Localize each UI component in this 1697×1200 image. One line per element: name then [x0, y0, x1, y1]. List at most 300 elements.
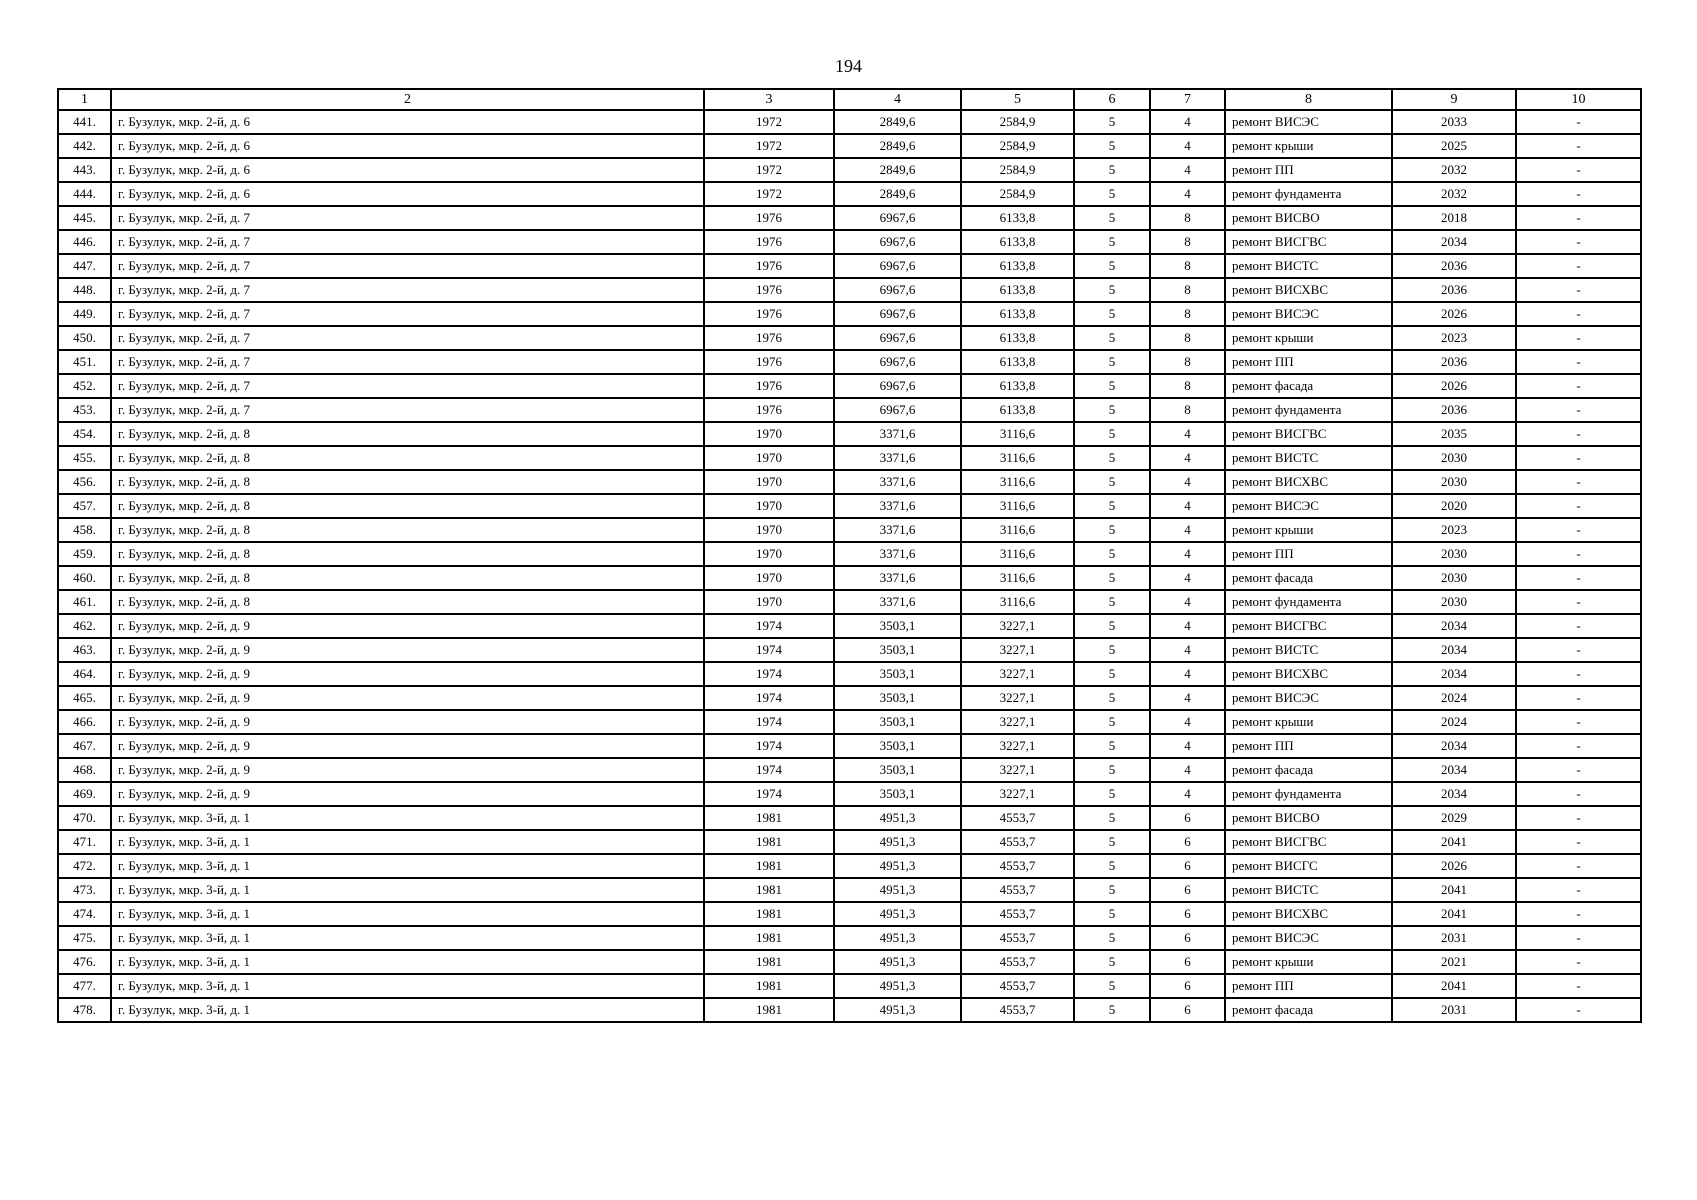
planned-year-cell: 2018 — [1392, 206, 1516, 230]
row-number-cell: 478. — [58, 998, 111, 1022]
work-type-cell: ремонт ПП — [1225, 974, 1392, 998]
note-cell: - — [1516, 350, 1641, 374]
year-cell: 1974 — [704, 782, 834, 806]
row-number-cell: 455. — [58, 446, 111, 470]
year-cell: 1972 — [704, 134, 834, 158]
total-area-cell: 4951,3 — [834, 974, 961, 998]
floors-cell: 5 — [1074, 566, 1150, 590]
planned-year-cell: 2034 — [1392, 638, 1516, 662]
floors-cell: 5 — [1074, 998, 1150, 1022]
floors-cell: 5 — [1074, 230, 1150, 254]
year-cell: 1981 — [704, 878, 834, 902]
entrances-cell: 8 — [1150, 350, 1225, 374]
work-type-cell: ремонт фасада — [1225, 374, 1392, 398]
living-area-cell: 3116,6 — [961, 494, 1074, 518]
address-cell: г. Бузулук, мкр. 2-й, д. 9 — [111, 758, 704, 782]
living-area-cell: 3116,6 — [961, 422, 1074, 446]
table-row — [58, 446, 1641, 470]
total-area-cell: 4951,3 — [834, 950, 961, 974]
planned-year-cell: 2023 — [1392, 518, 1516, 542]
table-row — [58, 110, 1641, 134]
note-cell: - — [1516, 686, 1641, 710]
address-cell: г. Бузулук, мкр. 3-й, д. 1 — [111, 854, 704, 878]
floors-cell: 5 — [1074, 542, 1150, 566]
table-row — [58, 566, 1641, 590]
year-cell: 1970 — [704, 590, 834, 614]
table-row — [58, 878, 1641, 902]
total-area-cell: 3503,1 — [834, 686, 961, 710]
column-header: 3 — [704, 89, 834, 110]
planned-year-cell: 2030 — [1392, 446, 1516, 470]
entrances-cell: 8 — [1150, 230, 1225, 254]
row-number-cell: 464. — [58, 662, 111, 686]
floors-cell: 5 — [1074, 782, 1150, 806]
living-area-cell: 3116,6 — [961, 590, 1074, 614]
work-type-cell: ремонт ВИСХВС — [1225, 902, 1392, 926]
entrances-cell: 6 — [1150, 950, 1225, 974]
total-area-cell: 6967,6 — [834, 278, 961, 302]
note-cell: - — [1516, 518, 1641, 542]
planned-year-cell: 2025 — [1392, 134, 1516, 158]
year-cell: 1981 — [704, 854, 834, 878]
address-cell: г. Бузулук, мкр. 2-й, д. 9 — [111, 710, 704, 734]
entrances-cell: 6 — [1150, 902, 1225, 926]
floors-cell: 5 — [1074, 182, 1150, 206]
total-area-cell: 4951,3 — [834, 902, 961, 926]
total-area-cell: 3371,6 — [834, 518, 961, 542]
planned-year-cell: 2034 — [1392, 614, 1516, 638]
entrances-cell: 6 — [1150, 854, 1225, 878]
note-cell: - — [1516, 182, 1641, 206]
table-row — [58, 302, 1641, 326]
year-cell: 1972 — [704, 110, 834, 134]
year-cell: 1974 — [704, 638, 834, 662]
year-cell: 1974 — [704, 758, 834, 782]
total-area-cell: 6967,6 — [834, 254, 961, 278]
floors-cell: 5 — [1074, 518, 1150, 542]
living-area-cell: 4553,7 — [961, 974, 1074, 998]
living-area-cell: 3116,6 — [961, 470, 1074, 494]
total-area-cell: 2849,6 — [834, 134, 961, 158]
total-area-cell: 3503,1 — [834, 734, 961, 758]
planned-year-cell: 2034 — [1392, 734, 1516, 758]
total-area-cell: 3503,1 — [834, 662, 961, 686]
entrances-cell: 6 — [1150, 974, 1225, 998]
living-area-cell: 4553,7 — [961, 854, 1074, 878]
total-area-cell: 4951,3 — [834, 806, 961, 830]
note-cell: - — [1516, 590, 1641, 614]
planned-year-cell: 2036 — [1392, 278, 1516, 302]
year-cell: 1976 — [704, 326, 834, 350]
address-cell: г. Бузулук, мкр. 2-й, д. 6 — [111, 182, 704, 206]
entrances-cell: 4 — [1150, 638, 1225, 662]
entrances-cell: 4 — [1150, 758, 1225, 782]
year-cell: 1970 — [704, 446, 834, 470]
floors-cell: 5 — [1074, 206, 1150, 230]
entrances-cell: 4 — [1150, 158, 1225, 182]
floors-cell: 5 — [1074, 662, 1150, 686]
year-cell: 1970 — [704, 470, 834, 494]
address-cell: г. Бузулук, мкр. 2-й, д. 9 — [111, 686, 704, 710]
note-cell: - — [1516, 614, 1641, 638]
page-number: 194 — [835, 56, 862, 76]
year-cell: 1976 — [704, 374, 834, 398]
total-area-cell: 4951,3 — [834, 854, 961, 878]
floors-cell: 5 — [1074, 950, 1150, 974]
planned-year-cell: 2041 — [1392, 902, 1516, 926]
floors-cell: 5 — [1074, 734, 1150, 758]
row-number-cell: 472. — [58, 854, 111, 878]
year-cell: 1976 — [704, 206, 834, 230]
table-header-row — [58, 89, 1641, 110]
year-cell: 1974 — [704, 686, 834, 710]
row-number-cell: 468. — [58, 758, 111, 782]
entrances-cell: 6 — [1150, 878, 1225, 902]
row-number-cell: 462. — [58, 614, 111, 638]
total-area-cell: 6967,6 — [834, 350, 961, 374]
planned-year-cell: 2036 — [1392, 398, 1516, 422]
total-area-cell: 2849,6 — [834, 158, 961, 182]
entrances-cell: 4 — [1150, 518, 1225, 542]
row-number-cell: 443. — [58, 158, 111, 182]
planned-year-cell: 2030 — [1392, 542, 1516, 566]
address-cell: г. Бузулук, мкр. 2-й, д. 7 — [111, 398, 704, 422]
address-cell: г. Бузулук, мкр. 3-й, д. 1 — [111, 878, 704, 902]
work-type-cell: ремонт фундамента — [1225, 590, 1392, 614]
address-cell: г. Бузулук, мкр. 2-й, д. 7 — [111, 374, 704, 398]
total-area-cell: 3371,6 — [834, 470, 961, 494]
year-cell: 1981 — [704, 926, 834, 950]
table-row — [58, 854, 1641, 878]
note-cell: - — [1516, 710, 1641, 734]
table-row — [58, 710, 1641, 734]
total-area-cell: 6967,6 — [834, 206, 961, 230]
entrances-cell: 4 — [1150, 734, 1225, 758]
floors-cell: 5 — [1074, 134, 1150, 158]
entrances-cell: 4 — [1150, 134, 1225, 158]
living-area-cell: 3227,1 — [961, 662, 1074, 686]
living-area-cell: 6133,8 — [961, 302, 1074, 326]
row-number-cell: 475. — [58, 926, 111, 950]
work-type-cell: ремонт ВИСТС — [1225, 638, 1392, 662]
floors-cell: 5 — [1074, 926, 1150, 950]
work-type-cell: ремонт ПП — [1225, 158, 1392, 182]
floors-cell: 5 — [1074, 446, 1150, 470]
work-type-cell: ремонт ВИСВО — [1225, 206, 1392, 230]
year-cell: 1974 — [704, 662, 834, 686]
table-row — [58, 350, 1641, 374]
planned-year-cell: 2035 — [1392, 422, 1516, 446]
row-number-cell: 451. — [58, 350, 111, 374]
column-header: 7 — [1150, 89, 1225, 110]
total-area-cell: 6967,6 — [834, 398, 961, 422]
work-type-cell: ремонт ВИСХВС — [1225, 470, 1392, 494]
table-row — [58, 278, 1641, 302]
work-type-cell: ремонт ВИСВО — [1225, 806, 1392, 830]
address-cell: г. Бузулук, мкр. 2-й, д. 8 — [111, 446, 704, 470]
row-number-cell: 463. — [58, 638, 111, 662]
work-type-cell: ремонт ПП — [1225, 542, 1392, 566]
address-cell: г. Бузулук, мкр. 2-й, д. 8 — [111, 470, 704, 494]
row-number-cell: 467. — [58, 734, 111, 758]
address-cell: г. Бузулук, мкр. 2-й, д. 7 — [111, 206, 704, 230]
row-number-cell: 465. — [58, 686, 111, 710]
row-number-cell: 446. — [58, 230, 111, 254]
row-number-cell: 447. — [58, 254, 111, 278]
year-cell: 1970 — [704, 542, 834, 566]
work-type-cell: ремонт фасада — [1225, 998, 1392, 1022]
table-row — [58, 254, 1641, 278]
total-area-cell: 3371,6 — [834, 542, 961, 566]
row-number-cell: 444. — [58, 182, 111, 206]
living-area-cell: 2584,9 — [961, 158, 1074, 182]
total-area-cell: 3371,6 — [834, 566, 961, 590]
year-cell: 1976 — [704, 230, 834, 254]
note-cell: - — [1516, 446, 1641, 470]
note-cell: - — [1516, 830, 1641, 854]
entrances-cell: 4 — [1150, 182, 1225, 206]
address-cell: г. Бузулук, мкр. 2-й, д. 8 — [111, 590, 704, 614]
table-row — [58, 326, 1641, 350]
column-header: 1 — [58, 89, 111, 110]
planned-year-cell: 2034 — [1392, 782, 1516, 806]
note-cell: - — [1516, 374, 1641, 398]
table-row — [58, 998, 1641, 1022]
table-row — [58, 422, 1641, 446]
note-cell: - — [1516, 902, 1641, 926]
entrances-cell: 8 — [1150, 326, 1225, 350]
entrances-cell: 4 — [1150, 782, 1225, 806]
planned-year-cell: 2031 — [1392, 926, 1516, 950]
table-row — [58, 494, 1641, 518]
year-cell: 1976 — [704, 254, 834, 278]
year-cell: 1981 — [704, 950, 834, 974]
table-row — [58, 518, 1641, 542]
work-type-cell: ремонт ВИСЭС — [1225, 494, 1392, 518]
row-number-cell: 471. — [58, 830, 111, 854]
living-area-cell: 3227,1 — [961, 758, 1074, 782]
total-area-cell: 6967,6 — [834, 230, 961, 254]
row-number-cell: 458. — [58, 518, 111, 542]
floors-cell: 5 — [1074, 494, 1150, 518]
year-cell: 1981 — [704, 974, 834, 998]
entrances-cell: 4 — [1150, 662, 1225, 686]
total-area-cell: 3371,6 — [834, 422, 961, 446]
address-cell: г. Бузулук, мкр. 2-й, д. 9 — [111, 614, 704, 638]
work-type-cell: ремонт крыши — [1225, 326, 1392, 350]
work-type-cell: ремонт ВИСГС — [1225, 854, 1392, 878]
planned-year-cell: 2030 — [1392, 590, 1516, 614]
planned-year-cell: 2026 — [1392, 302, 1516, 326]
table-row — [58, 974, 1641, 998]
address-cell: г. Бузулук, мкр. 2-й, д. 9 — [111, 662, 704, 686]
total-area-cell: 3371,6 — [834, 494, 961, 518]
living-area-cell: 4553,7 — [961, 806, 1074, 830]
living-area-cell: 4553,7 — [961, 926, 1074, 950]
living-area-cell: 4553,7 — [961, 950, 1074, 974]
floors-cell: 5 — [1074, 758, 1150, 782]
row-number-cell: 456. — [58, 470, 111, 494]
table-row — [58, 926, 1641, 950]
table-row — [58, 590, 1641, 614]
address-cell: г. Бузулук, мкр. 3-й, д. 1 — [111, 902, 704, 926]
year-cell: 1974 — [704, 614, 834, 638]
year-cell: 1981 — [704, 830, 834, 854]
entrances-cell: 6 — [1150, 830, 1225, 854]
entrances-cell: 4 — [1150, 110, 1225, 134]
entrances-cell: 8 — [1150, 302, 1225, 326]
planned-year-cell: 2032 — [1392, 158, 1516, 182]
living-area-cell: 6133,8 — [961, 206, 1074, 230]
work-type-cell: ремонт ВИСХВС — [1225, 662, 1392, 686]
planned-year-cell: 2031 — [1392, 998, 1516, 1022]
planned-year-cell: 2032 — [1392, 182, 1516, 206]
address-cell: г. Бузулук, мкр. 2-й, д. 9 — [111, 638, 704, 662]
work-type-cell: ремонт ВИСТС — [1225, 878, 1392, 902]
entrances-cell: 4 — [1150, 590, 1225, 614]
address-cell: г. Бузулук, мкр. 3-й, д. 1 — [111, 830, 704, 854]
year-cell: 1972 — [704, 182, 834, 206]
row-number-cell: 470. — [58, 806, 111, 830]
row-number-cell: 476. — [58, 950, 111, 974]
note-cell: - — [1516, 878, 1641, 902]
total-area-cell: 2849,6 — [834, 110, 961, 134]
address-cell: г. Бузулук, мкр. 3-й, д. 1 — [111, 974, 704, 998]
note-cell: - — [1516, 782, 1641, 806]
planned-year-cell: 2041 — [1392, 830, 1516, 854]
work-type-cell: ремонт крыши — [1225, 134, 1392, 158]
address-cell: г. Бузулук, мкр. 2-й, д. 6 — [111, 110, 704, 134]
table-row — [58, 470, 1641, 494]
column-header: 8 — [1225, 89, 1392, 110]
living-area-cell: 3116,6 — [961, 542, 1074, 566]
total-area-cell: 3503,1 — [834, 782, 961, 806]
table-row — [58, 158, 1641, 182]
planned-year-cell: 2030 — [1392, 470, 1516, 494]
address-cell: г. Бузулук, мкр. 3-й, д. 1 — [111, 926, 704, 950]
total-area-cell: 3371,6 — [834, 446, 961, 470]
work-type-cell: ремонт ВИСТС — [1225, 446, 1392, 470]
living-area-cell: 2584,9 — [961, 182, 1074, 206]
work-type-cell: ремонт ВИСТС — [1225, 254, 1392, 278]
total-area-cell: 3503,1 — [834, 614, 961, 638]
entrances-cell: 4 — [1150, 686, 1225, 710]
work-type-cell: ремонт крыши — [1225, 710, 1392, 734]
note-cell: - — [1516, 110, 1641, 134]
living-area-cell: 3116,6 — [961, 446, 1074, 470]
row-number-cell: 442. — [58, 134, 111, 158]
entrances-cell: 6 — [1150, 998, 1225, 1022]
address-cell: г. Бузулук, мкр. 3-й, д. 1 — [111, 806, 704, 830]
year-cell: 1981 — [704, 998, 834, 1022]
planned-year-cell: 2026 — [1392, 854, 1516, 878]
address-cell: г. Бузулук, мкр. 2-й, д. 8 — [111, 566, 704, 590]
row-number-cell: 461. — [58, 590, 111, 614]
work-type-cell: ремонт крыши — [1225, 950, 1392, 974]
work-type-cell: ремонт крыши — [1225, 518, 1392, 542]
row-number-cell: 473. — [58, 878, 111, 902]
table-row — [58, 830, 1641, 854]
living-area-cell: 3227,1 — [961, 614, 1074, 638]
address-cell: г. Бузулук, мкр. 3-й, д. 1 — [111, 950, 704, 974]
note-cell: - — [1516, 302, 1641, 326]
column-header: 5 — [961, 89, 1074, 110]
address-cell: г. Бузулук, мкр. 2-й, д. 9 — [111, 782, 704, 806]
floors-cell: 5 — [1074, 974, 1150, 998]
planned-year-cell: 2030 — [1392, 566, 1516, 590]
living-area-cell: 3227,1 — [961, 710, 1074, 734]
note-cell: - — [1516, 806, 1641, 830]
table-row — [58, 182, 1641, 206]
year-cell: 1976 — [704, 302, 834, 326]
total-area-cell: 6967,6 — [834, 374, 961, 398]
work-type-cell: ремонт фасада — [1225, 566, 1392, 590]
table-row — [58, 614, 1641, 638]
column-header: 2 — [111, 89, 704, 110]
floors-cell: 5 — [1074, 278, 1150, 302]
floors-cell: 5 — [1074, 806, 1150, 830]
floors-cell: 5 — [1074, 878, 1150, 902]
floors-cell: 5 — [1074, 158, 1150, 182]
work-type-cell: ремонт фундамента — [1225, 398, 1392, 422]
address-cell: г. Бузулук, мкр. 2-й, д. 7 — [111, 278, 704, 302]
address-cell: г. Бузулук, мкр. 2-й, д. 7 — [111, 326, 704, 350]
entrances-cell: 4 — [1150, 470, 1225, 494]
total-area-cell: 6967,6 — [834, 302, 961, 326]
year-cell: 1981 — [704, 806, 834, 830]
entrances-cell: 4 — [1150, 446, 1225, 470]
row-number-cell: 460. — [58, 566, 111, 590]
table-row — [58, 134, 1641, 158]
note-cell: - — [1516, 542, 1641, 566]
table-row — [58, 398, 1641, 422]
total-area-cell: 4951,3 — [834, 998, 961, 1022]
address-cell: г. Бузулук, мкр. 2-й, д. 7 — [111, 350, 704, 374]
planned-year-cell: 2034 — [1392, 758, 1516, 782]
note-cell: - — [1516, 326, 1641, 350]
table-row — [58, 230, 1641, 254]
repair-schedule-table — [57, 88, 1642, 1023]
column-header: 4 — [834, 89, 961, 110]
floors-cell: 5 — [1074, 638, 1150, 662]
address-cell: г. Бузулук, мкр. 2-й, д. 7 — [111, 302, 704, 326]
work-type-cell: ремонт ВИСГВС — [1225, 422, 1392, 446]
column-header: 6 — [1074, 89, 1150, 110]
entrances-cell: 8 — [1150, 206, 1225, 230]
note-cell: - — [1516, 950, 1641, 974]
floors-cell: 5 — [1074, 110, 1150, 134]
planned-year-cell: 2034 — [1392, 230, 1516, 254]
floors-cell: 5 — [1074, 302, 1150, 326]
living-area-cell: 6133,8 — [961, 278, 1074, 302]
address-cell: г. Бузулук, мкр. 2-й, д. 6 — [111, 134, 704, 158]
total-area-cell: 3503,1 — [834, 638, 961, 662]
planned-year-cell: 2036 — [1392, 254, 1516, 278]
table-row — [58, 950, 1641, 974]
total-area-cell: 3503,1 — [834, 710, 961, 734]
work-type-cell: ремонт фундамента — [1225, 782, 1392, 806]
planned-year-cell: 2033 — [1392, 110, 1516, 134]
work-type-cell: ремонт ПП — [1225, 350, 1392, 374]
row-number-cell: 466. — [58, 710, 111, 734]
living-area-cell: 4553,7 — [961, 998, 1074, 1022]
work-type-cell: ремонт ВИСГВС — [1225, 614, 1392, 638]
note-cell: - — [1516, 734, 1641, 758]
living-area-cell: 6133,8 — [961, 254, 1074, 278]
note-cell: - — [1516, 662, 1641, 686]
address-cell: г. Бузулук, мкр. 2-й, д. 9 — [111, 734, 704, 758]
floors-cell: 5 — [1074, 710, 1150, 734]
